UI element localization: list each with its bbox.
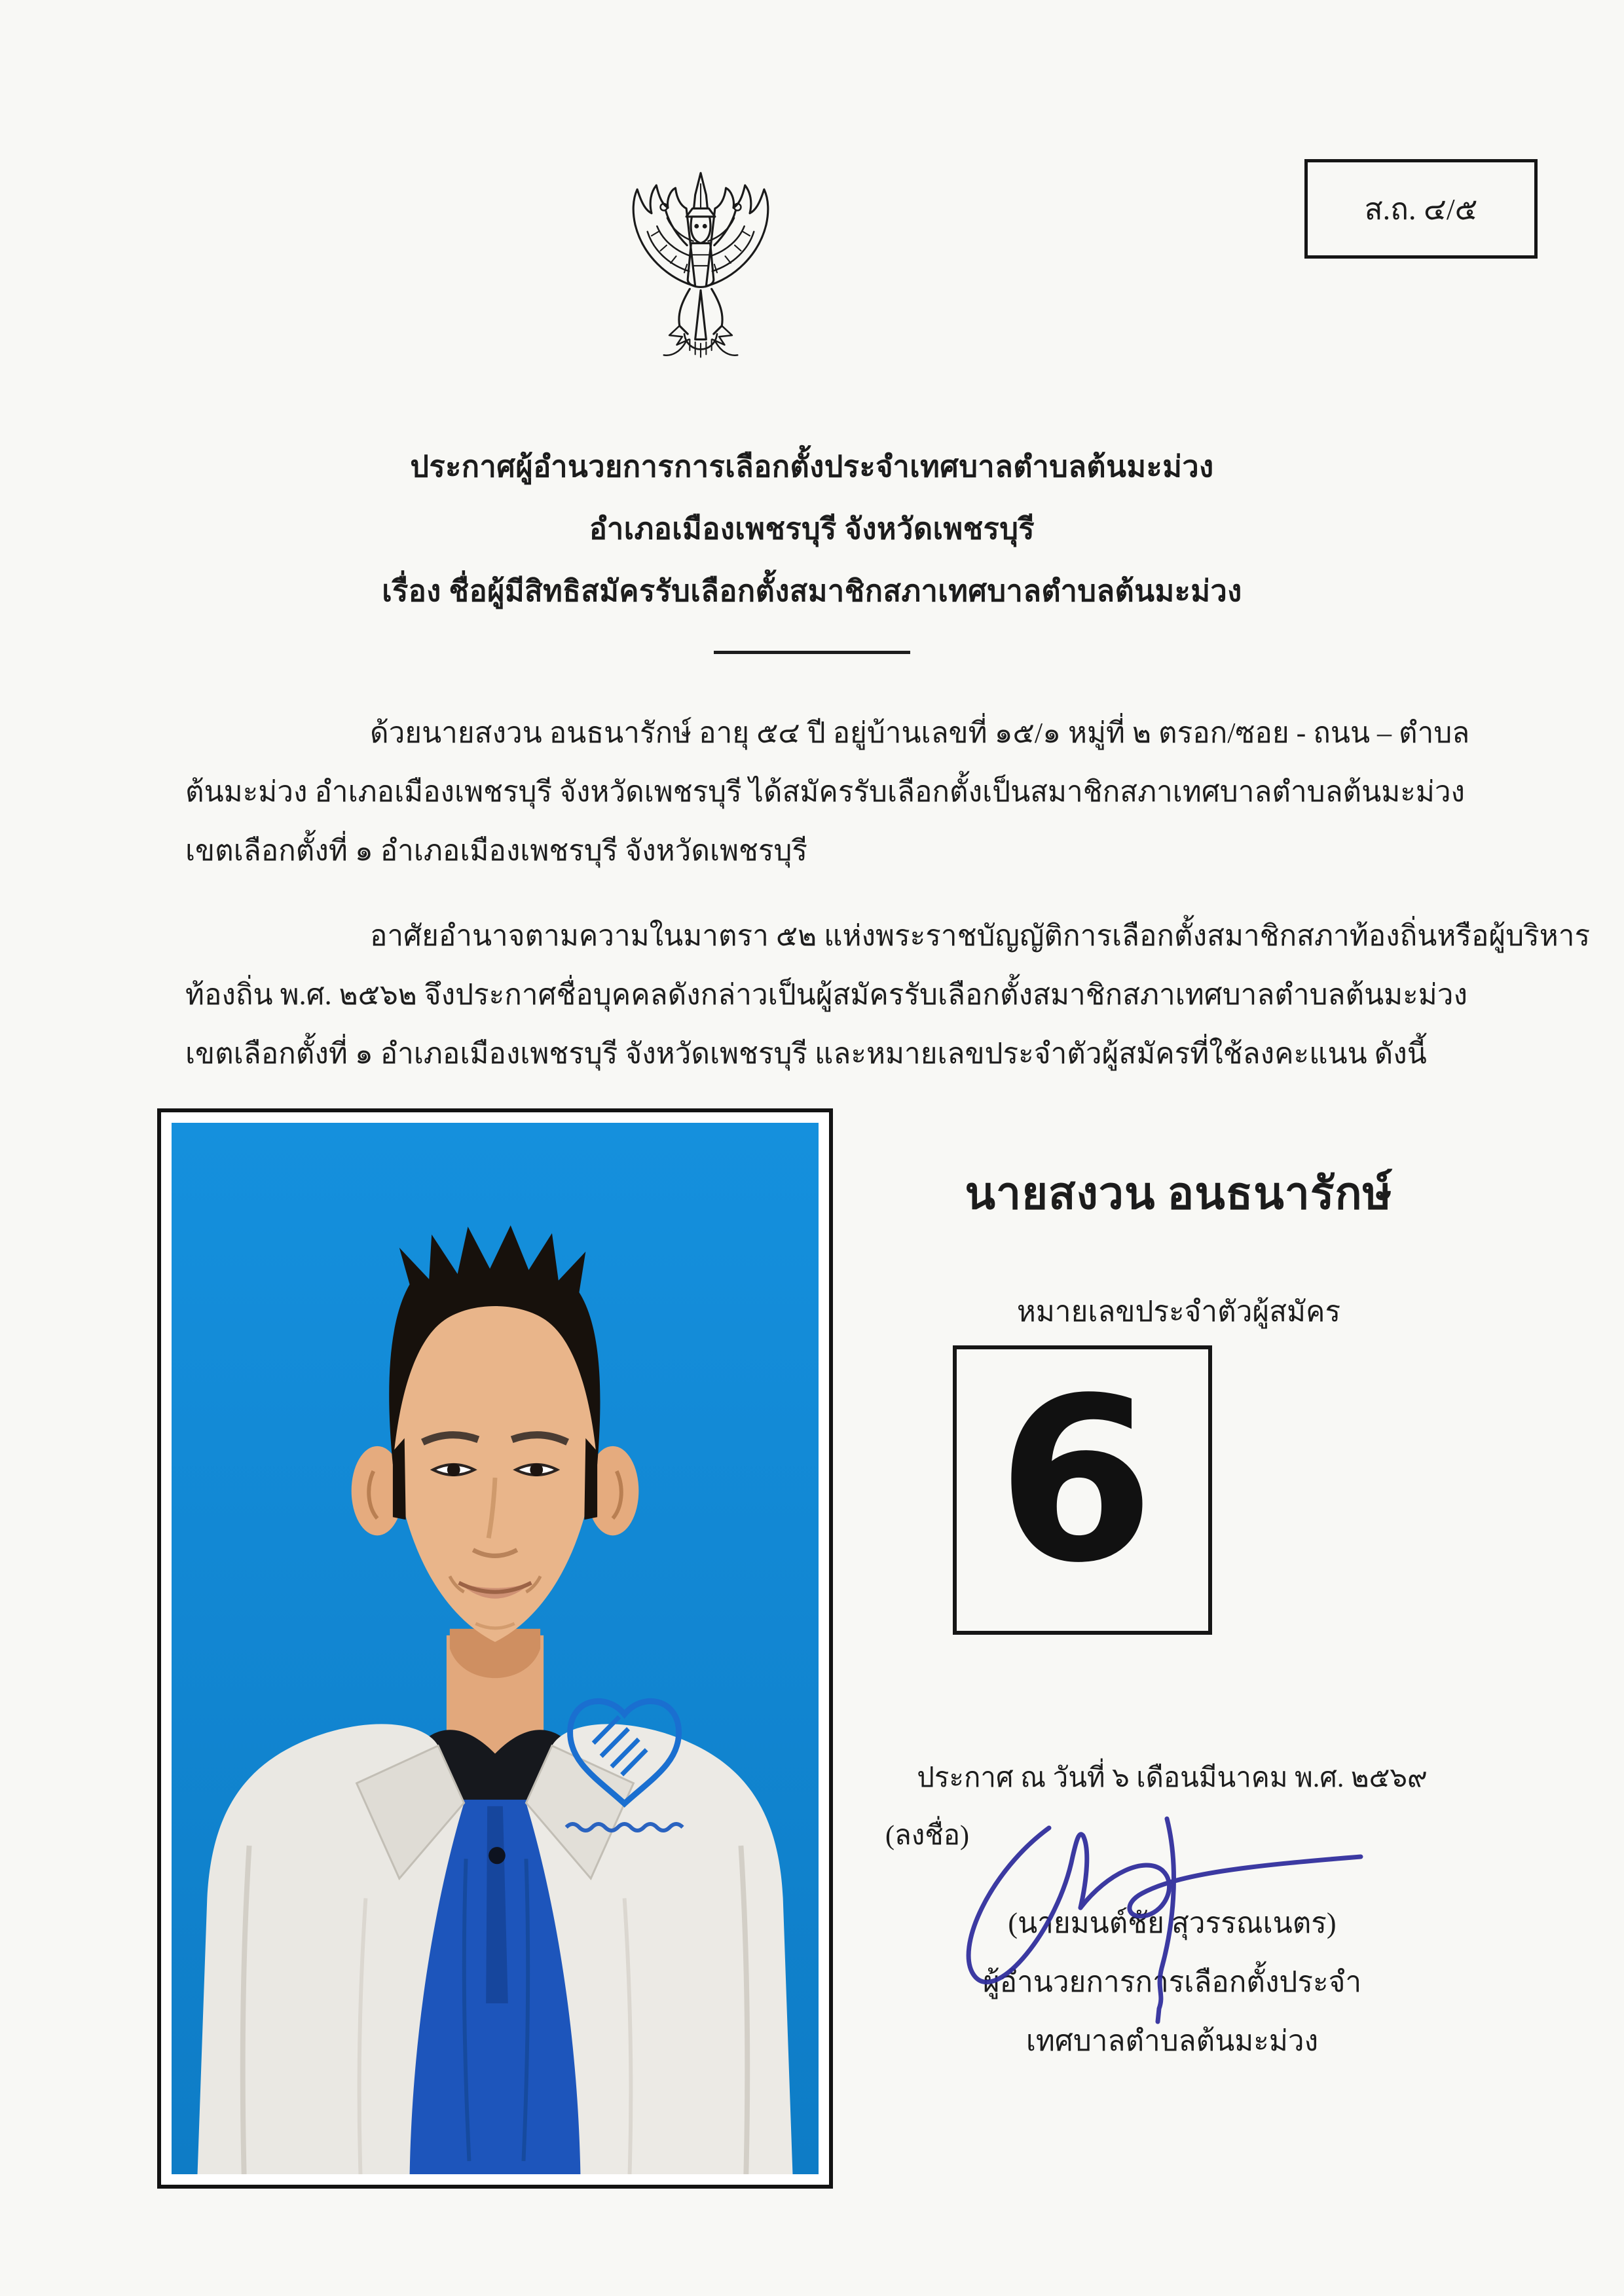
title-line-3: เรื่อง ชื่อผู้มีสิทธิสมัครรับเลือกตั้งสมาชิกสภาเทศบาลตำบลต้นมะม่วง bbox=[382, 575, 1242, 608]
candidate-number-box bbox=[953, 1345, 1212, 1635]
signer-name: (นายมนต์ชัย สุวรรณเนตร) bbox=[1008, 1907, 1337, 1939]
portrait-illustration bbox=[172, 1123, 819, 2174]
candidate-portrait bbox=[172, 1123, 819, 2174]
signer-title-line-1: ผู้อำนวยการการเลือกตั้งประจำ bbox=[982, 1966, 1362, 1998]
garuda-emblem-icon bbox=[619, 169, 783, 369]
form-code-label: ส.ถ. ๔/๕ bbox=[1364, 192, 1478, 226]
paragraph-2-line-1: อาศัยอำนาจตามความในมาตรา ๕๒ แห่งพระราชบัญญัติการเลือกตั้งสมาชิกสภาท้องถิ่นหรือผู้บริหาร bbox=[370, 920, 1591, 952]
paragraph-2-line-3: เขตเลือกตั้งที่ ๑ อำเภอเมืองเพชรบุรี จังหวัดเพชรบุรี และหมายเลขประจำตัวผู้สมัครที่ใช้ลงคะแนน ดังนี้ bbox=[185, 1038, 1427, 1070]
sign-here-label: (ลงชื่อ) bbox=[885, 1821, 969, 1851]
signer-title-line-2: เทศบาลตำบลต้นมะม่วง bbox=[1025, 2025, 1319, 2057]
paragraph-1-line-2: ต้นมะม่วง อำเภอเมืองเพชรบุรี จังหวัดเพชรบุรี ได้สมัครรับเลือกตั้งเป็นสมาชิกสภาเทศบาลตำบลต้นมะม่วง bbox=[185, 776, 1466, 808]
document-title bbox=[0, 436, 1624, 623]
paragraph-2-line-2: ท้องถิ่น พ.ศ. ๒๕๖๒ จึงประกาศชื่อบุคคลดังกล่าวเป็นผู้สมัครรับเลือกตั้งสมาชิกสภาเทศบาลตำบลต้นมะม่วง bbox=[185, 979, 1467, 1011]
paragraph-1-line-1: ด้วยนายสงวน อนธนารักษ์ อายุ ๕๔ ปี อยู่บ้านเลขที่ ๑๕/๑ หมู่ที่ ๒ ตรอก/ซอย - ถนน – ตำบล bbox=[370, 717, 1470, 749]
paragraph-2 bbox=[185, 907, 1591, 1084]
paragraph-1 bbox=[185, 704, 1470, 881]
signature-ink bbox=[936, 1793, 1382, 2041]
paragraph-1-line-3: เขตเลือกตั้งที่ ๑ อำเภอเมืองเพชรบุรี จังหวัดเพชรบุรี bbox=[185, 835, 808, 867]
candidate-number-label: หมายเลขประจำตัวผู้สมัคร bbox=[1016, 1296, 1341, 1328]
announcement-date: ประกาศ ณ วันที่ ๖ เดือนมีนาคม พ.ศ. ๒๕๖๙ bbox=[917, 1763, 1428, 1793]
title-line-2: อำเภอเมืองเพชรบุรี จังหวัดเพชรบุรี bbox=[589, 513, 1035, 545]
title-divider-line bbox=[714, 651, 910, 654]
form-code-box bbox=[1304, 159, 1538, 259]
candidate-photo-frame bbox=[157, 1108, 833, 2189]
candidate-number: 6 bbox=[997, 1349, 1155, 1613]
candidate-name: นายสงวน อนธนารักษ์ bbox=[965, 1169, 1393, 1218]
title-line-1: ประกาศผู้อำนวยการการเลือกตั้งประจำเทศบาลตำบลต้นมะม่วง bbox=[410, 450, 1214, 483]
